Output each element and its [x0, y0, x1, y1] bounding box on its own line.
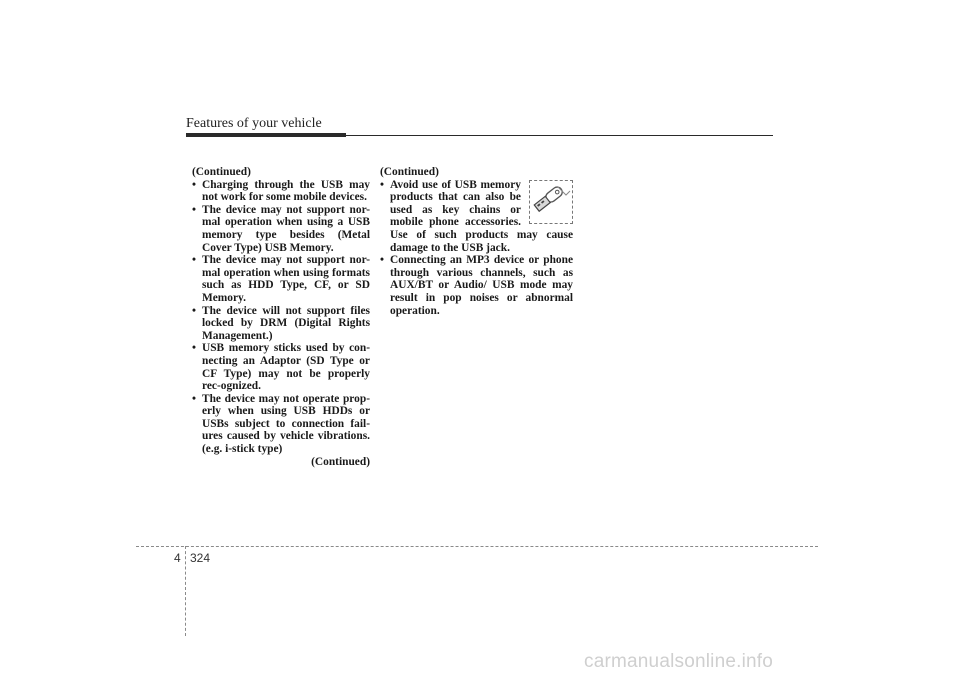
usb-stick-drawing [530, 181, 572, 223]
footer-rule [136, 546, 818, 547]
bullet-item: • The device will not support files locked by DRM (Digital Rights Management.) [192, 305, 370, 343]
bullet-list [380, 179, 573, 318]
bullet-list [192, 179, 370, 456]
bullet-text: Avoid use of USB memory products that can also be used as key chains or mobile phone accessories. Use of such products may cause damage to the USB jack. [390, 178, 573, 254]
continued-lead: (Continued) [192, 166, 251, 178]
footer-divider [185, 546, 186, 636]
page-number: 324 [190, 551, 211, 565]
left-column [192, 166, 370, 468]
continued-lead: (Continued) [380, 166, 439, 178]
usb-stick-icon [529, 180, 573, 224]
bullet-item: • The device may not operate prop-erly when using USB HDDs or USBs subject to connection fail-ures caused by vehicle vibrations. (e.g. i-stick type) [192, 393, 370, 456]
bullet-item: • The device may not support nor-mal operation when using a USB memory type besides (Metal Cover Type) USB Memory. [192, 204, 370, 254]
chapter-number: 4 [174, 551, 181, 565]
continued-trail: (Continued) [311, 455, 370, 468]
watermark-text: carmanualsonline.info [584, 651, 774, 672]
section-title: Features of your vehicle [186, 116, 322, 131]
bullet-item: • USB memory sticks used by con-necting an Adaptor (SD Type or CF Type) may not be properly rec-ognized. [192, 342, 370, 392]
right-column [380, 166, 573, 317]
header-rule-thin [346, 135, 773, 136]
bullet-item: • Connecting an MP3 device or phone through various channels, such as AUX/BT or Audio/ USB mode may result in pop noises or abnormal operation. [380, 254, 573, 317]
bullet-item [380, 179, 573, 255]
bullet-item: • Charging through the USB may not work for some mobile devices. [192, 179, 370, 204]
header-rule-thick [186, 133, 346, 137]
bullet-item: • The device may not support nor-mal operation when using formats such as HDD Type, CF, or SD Memory. [192, 254, 370, 304]
